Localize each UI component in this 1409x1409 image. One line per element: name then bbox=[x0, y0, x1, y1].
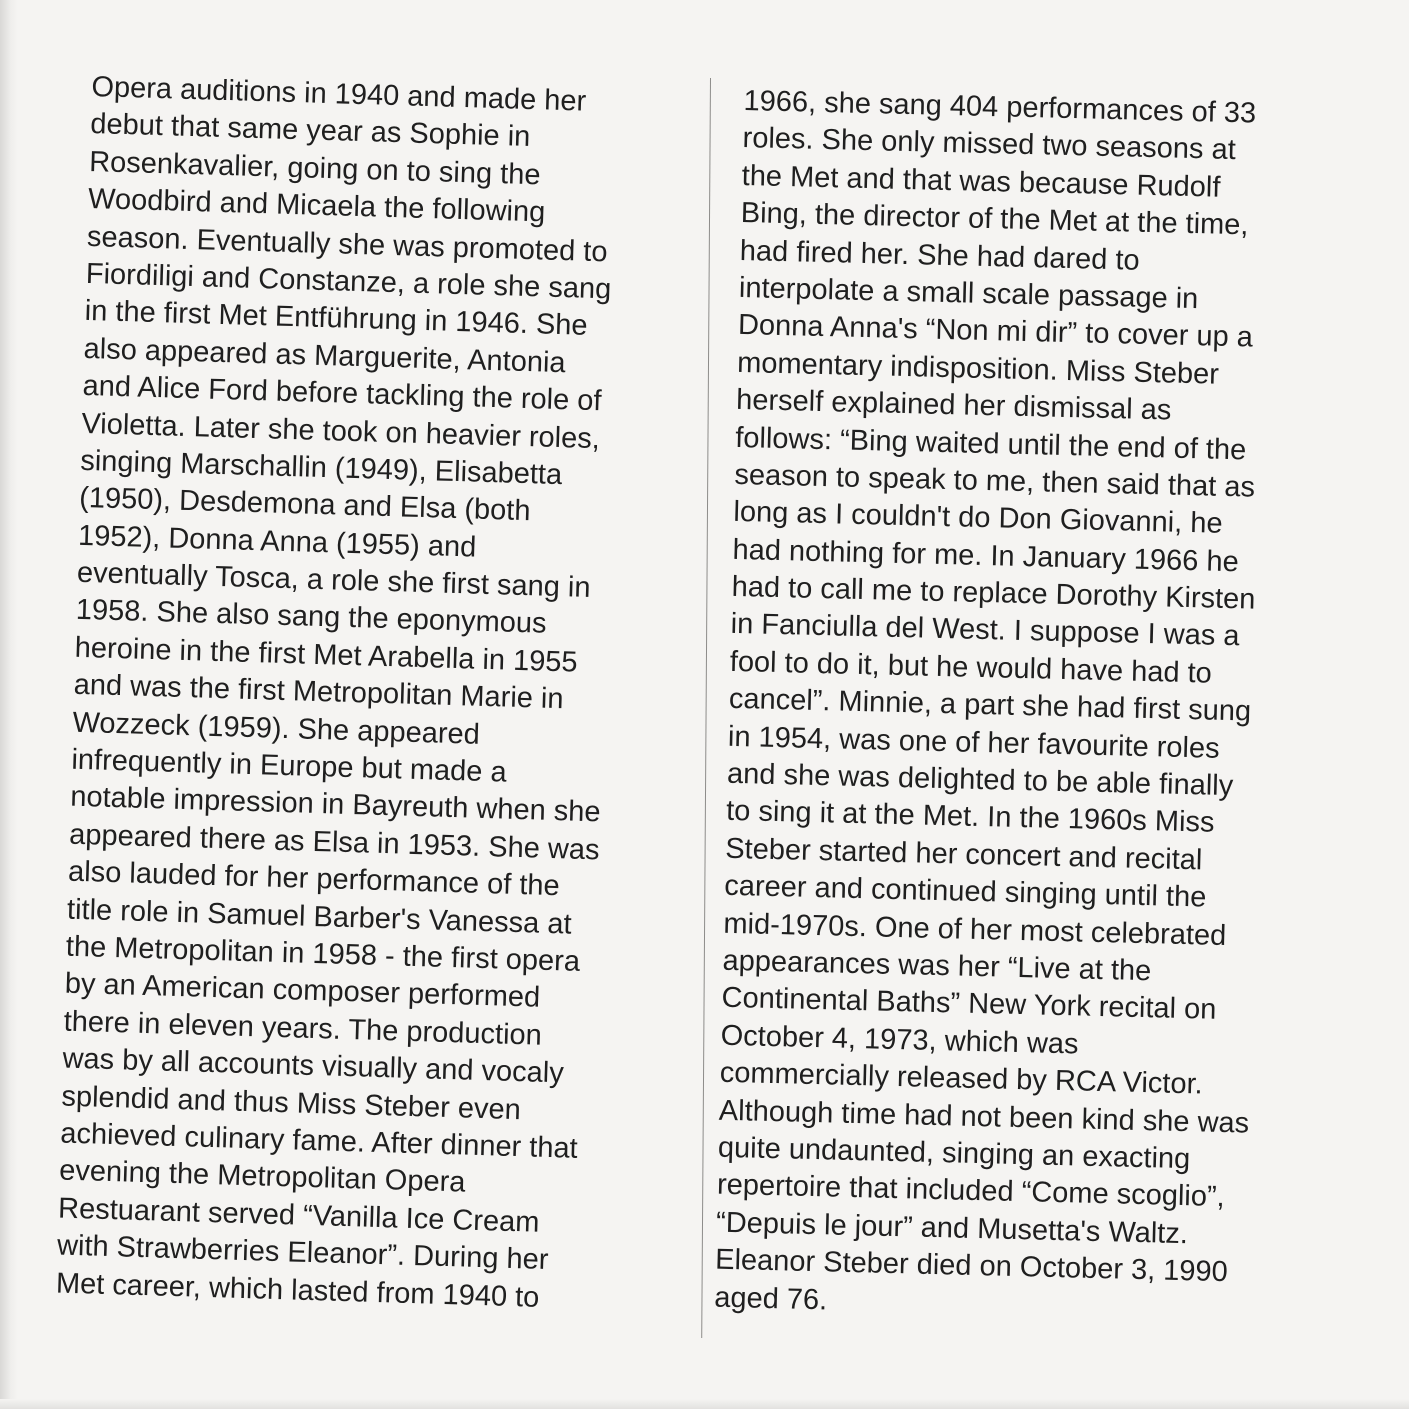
text-line: the Metropolitan in 1958 - the first opera bbox=[65, 930, 581, 978]
text-line: Opera auditions in 1940 and made her bbox=[90, 70, 587, 118]
text-line: singing Marschallin (1949), Elisabetta bbox=[79, 444, 563, 492]
text-line: 1952), Donna Anna (1955) and bbox=[77, 519, 477, 564]
text-line: herself explained her dismissal as bbox=[735, 384, 1172, 427]
left-text-column bbox=[55, 69, 622, 1318]
text-line: Wozzeck (1959). She appeared bbox=[72, 706, 481, 751]
text-line: (1950), Desdemona and Elsa (both bbox=[78, 482, 531, 528]
text-line: 1966, she sang 404 performances of 33 bbox=[743, 84, 1257, 130]
page-bottom-edge bbox=[0, 1399, 1409, 1409]
text-line: evening the Metropolitan Opera bbox=[58, 1154, 466, 1199]
text-line: appeared there as Elsa in 1953. She was bbox=[68, 818, 600, 867]
right-text-column bbox=[714, 83, 1274, 1329]
text-line: “Depuis le jour” and Musetta's Waltz. bbox=[715, 1206, 1189, 1250]
text-line: season. Eventually she was promoted to bbox=[86, 220, 608, 268]
text-line: there in eleven years. The production bbox=[63, 1005, 543, 1052]
text-line: by an American composer performed bbox=[64, 967, 541, 1015]
text-line: also appeared as Marguerite, Antonia bbox=[83, 332, 567, 379]
text-line: in Fanciulla del West. I suppose I was a bbox=[730, 608, 1240, 653]
text-line: repertoire that included “Come scoglio”, bbox=[716, 1169, 1226, 1214]
text-line: Violetta. Later she took on heavier roles, bbox=[81, 407, 601, 455]
text-line: eventually Tosca, a role she first sang in bbox=[76, 556, 591, 605]
text-line: Rosenkavalier, going on to sing the bbox=[88, 145, 541, 192]
text-line: heroine in the first Met Arabella in 1955 bbox=[74, 631, 579, 679]
text-line: debut that same year as Sophie in bbox=[89, 108, 531, 154]
text-line: and Alice Ford before tackling the role of bbox=[82, 369, 602, 418]
text-line: had to call me to replace Dorothy Kirsten bbox=[731, 570, 1256, 616]
text-line: mid-1970s. One of her most celebrated bbox=[723, 907, 1227, 952]
text-line: Eleanor Steber died on October 3, 1990 bbox=[714, 1243, 1229, 1289]
text-line: Met career, which lasted from 1940 to bbox=[55, 1266, 540, 1314]
column-divider bbox=[701, 78, 711, 1338]
text-line: to sing it at the Met. In the 1960s Miss bbox=[725, 795, 1215, 840]
text-line: in 1954, was one of her favourite roles bbox=[727, 720, 1220, 765]
text-line: and she was delighted to be able finally bbox=[726, 757, 1234, 803]
text-line: follows: “Bing waited until the end of the bbox=[734, 421, 1247, 466]
text-line: in the first Met Entführung in 1946. She bbox=[84, 295, 589, 343]
text-line: infrequently in Europe but made a bbox=[71, 743, 508, 789]
text-line: Although time had not been kind she was bbox=[718, 1094, 1250, 1140]
text-line: aged 76. bbox=[713, 1281, 828, 1316]
text-line: the Met and that was because Rudolf bbox=[741, 159, 1221, 204]
text-line: long as I couldn't do Don Giovanni, he bbox=[733, 496, 1223, 541]
text-line: cancel”. Minnie, a part she had first sung bbox=[728, 683, 1252, 728]
text-line: Bing, the director of the Met at the time, bbox=[740, 197, 1249, 242]
text-line: career and continued singing until the bbox=[723, 869, 1207, 914]
text-line: also lauded for her performance of the bbox=[67, 855, 561, 903]
text-line: Restuarant served “Vanilla Ice Cream bbox=[57, 1192, 540, 1239]
text-line: momentary indisposition. Miss Steber bbox=[736, 346, 1220, 391]
text-line: Donna Anna's “Non mi dir” to cover up a bbox=[737, 309, 1254, 354]
text-line: October 4, 1973, which was bbox=[720, 1019, 1079, 1061]
text-line: had nothing for me. In January 1966 he bbox=[732, 533, 1240, 578]
text-line: Steber started her concert and recital bbox=[724, 832, 1203, 877]
text-line: 1958. She also sang the eponymous bbox=[75, 594, 548, 641]
text-line: Continental Baths” New York recital on bbox=[721, 982, 1217, 1027]
text-line: roles. She only missed two seasons at bbox=[742, 122, 1237, 167]
text-line: fool to do it, but he would have had to bbox=[729, 645, 1213, 690]
text-line: was by all accounts visually and vocaly bbox=[62, 1042, 565, 1090]
text-line: interpolate a small scale passage in bbox=[738, 271, 1199, 316]
text-line: splendid and thus Miss Steber even bbox=[61, 1080, 522, 1126]
text-line: Fiordiligi and Constanze, a role she sang bbox=[85, 257, 612, 306]
text-line: appearances was her “Live at the bbox=[722, 944, 1152, 988]
text-line: Woodbird and Micaela the following bbox=[87, 183, 546, 229]
text-line: had fired her. She had dared to bbox=[739, 234, 1141, 277]
text-line: season to speak to me, then said that as bbox=[734, 458, 1256, 504]
text-line: commercially released by RCA Victor. bbox=[719, 1056, 1204, 1101]
page-binding-edge bbox=[0, 0, 18, 1409]
text-line: and was the first Metropolitan Marie in bbox=[73, 668, 564, 716]
text-line: title role in Samuel Barber's Vanessa at bbox=[66, 893, 573, 941]
text-line: with Strawberries Eleanor”. During her bbox=[56, 1229, 549, 1277]
text-line: achieved culinary fame. After dinner that bbox=[59, 1117, 579, 1165]
text-line: notable impression in Bayreuth when she bbox=[69, 781, 602, 829]
text-line: quite undaunted, singing an exacting bbox=[717, 1131, 1191, 1176]
